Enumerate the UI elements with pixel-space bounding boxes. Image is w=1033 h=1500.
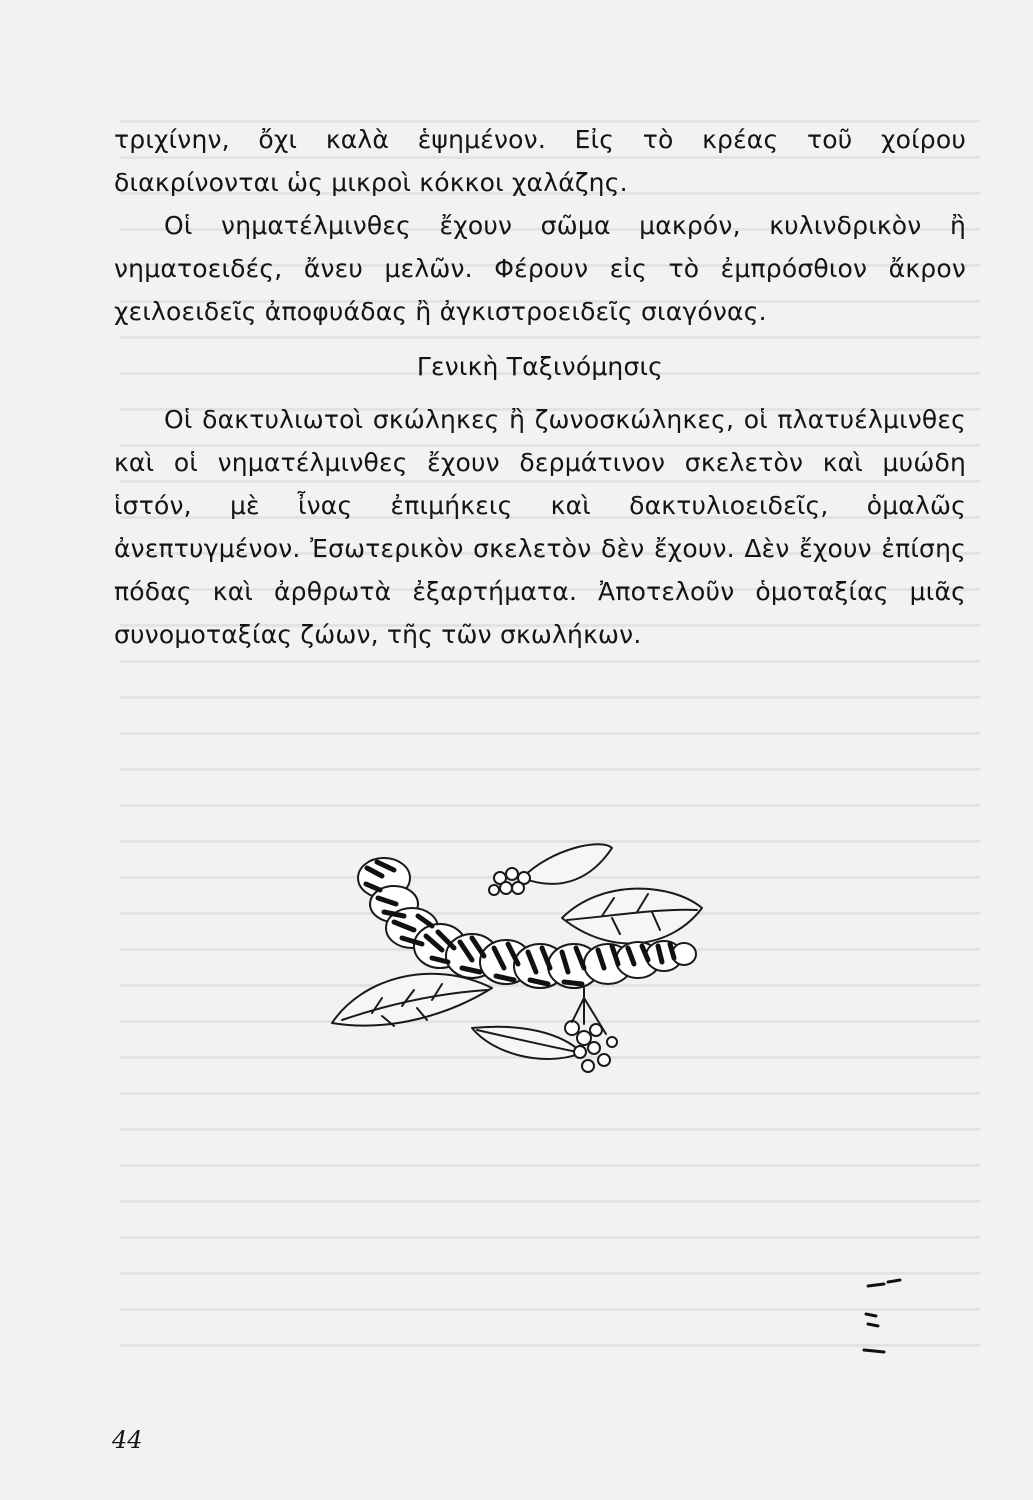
margin-marks <box>848 1270 928 1370</box>
page-number: 44 <box>112 1426 143 1454</box>
section-heading: Γενικὴ Ταξινόμησις <box>416 352 664 381</box>
caterpillar-illustration <box>322 838 742 1098</box>
paragraph-nematodes: Οἱ νηματέλμινθες ἔχουν σῶμα μακρόν, κυλινδρικὸν ἢ νηματοειδές, ἄνευ μελῶν. Φέρουν εἰς τὸ ἐμπρόσθιον ἄκρον χειλοειδεῖς ἀποφυάδας ἢ ἀγκιστροειδεῖς σιαγόνας. <box>114 211 966 326</box>
body-text <box>114 118 966 656</box>
paragraph-trichinella-continuation: τριχίνην, ὄχι καλὰ ἑψημένον. Εἰς τὸ κρέας τοῦ χοίρου διακρίνονται ὡς μικροὶ κόκκοι χαλάζης. <box>114 125 966 197</box>
paragraph-classification: Οἱ δακτυλιωτοὶ σκώληκες ἢ ζωνοσκώληκες, οἱ πλατυέλμινθες καὶ οἱ νηματέλμινθες ἔχουν δερμάτινον σκελετὸν καὶ μυώδη ἱστόν, μὲ ἶνας ἐπιμήκεις καὶ δακτυλιοειδεῖς, ὁμαλῶς ἀνεπτυγμένον. Ἐσωτερικὸν σκελετὸν δὲν ἔχουν. Δὲν ἔχουν ἐπίσης πόδας καὶ ἀρθρωτὰ ἐξαρτήματα. Ἀποτελοῦν ὁμοταξίας μιᾶς συνομοταξίας ζώων, τῆς τῶν σκωλήκων. <box>114 405 966 649</box>
